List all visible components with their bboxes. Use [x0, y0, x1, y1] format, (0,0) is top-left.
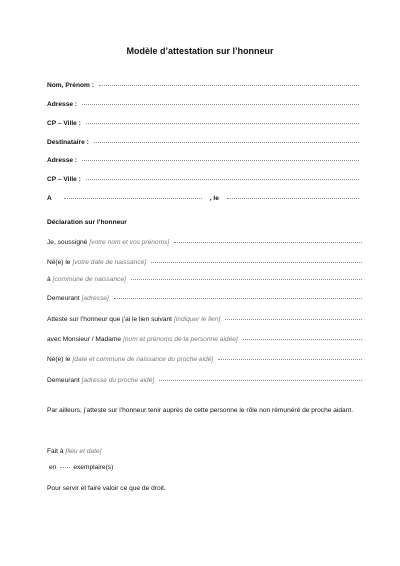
declaration-line — [47, 316, 362, 323]
fill-line-soussigne[interactable] — [174, 242, 362, 243]
fill-line-lien[interactable] — [225, 319, 362, 320]
field-lieu-date — [47, 195, 359, 202]
field-label: Nom, Prénom : — [47, 82, 94, 89]
declaration-hint: [commune de naissance] — [52, 276, 126, 283]
declaration-paragraph: Par ailleurs, j’atteste sur l’honneur tenir auprès de cette personne le rôle non rémunéré de proche aidant. — [47, 407, 354, 414]
exemplaires-line — [49, 464, 113, 471]
closing-line — [47, 485, 166, 492]
declaration-hint: [adresse du proche aidé] — [81, 377, 155, 384]
declaration-line — [47, 259, 362, 266]
declaration-line — [47, 239, 362, 246]
field-label: CP – Ville : — [47, 176, 81, 183]
fill-line-adresse-aide[interactable] — [159, 380, 362, 381]
fill-line-adresse[interactable] — [114, 298, 362, 299]
fill-line-lieu[interactable] — [64, 198, 202, 199]
fait-a-line — [47, 448, 101, 455]
declaration-text: Demeurant — [47, 295, 80, 302]
closing-text: Pour servir et faire valoir ce que de droit. — [47, 485, 166, 492]
declaration-hint: [date et commune de naissance du proche aidé] — [72, 356, 214, 363]
declaration-text: Je, soussigné — [47, 239, 88, 246]
field-label-a: A — [47, 195, 52, 202]
document-title: Modèle d’attestation sur l’honneur — [126, 46, 274, 56]
fill-line-cp-ville-2[interactable] — [86, 179, 359, 180]
fait-a-label: Fait à — [47, 448, 64, 455]
fill-line-nombre[interactable] — [60, 467, 70, 468]
declaration-line — [47, 356, 362, 363]
fill-line-personne-aidee[interactable] — [243, 339, 362, 340]
field-adresse-1 — [47, 101, 359, 108]
exemplaires-label: exemplaire(s) — [73, 464, 114, 471]
en-label: en — [49, 464, 57, 471]
fill-line-commune[interactable] — [131, 279, 362, 280]
field-cp-ville-2 — [47, 176, 359, 183]
declaration-line — [47, 377, 362, 384]
declaration-hint: [nom et prénoms de la personne aidée] — [123, 336, 238, 343]
declaration-text: à — [47, 276, 51, 283]
declaration-text: Né(e) le — [47, 259, 71, 266]
field-label: Adresse : — [47, 101, 78, 108]
fait-a-hint: [lieu et date] — [65, 448, 102, 455]
field-adresse-2 — [47, 157, 359, 164]
declaration-hint: [indiquer le lien] — [174, 316, 221, 323]
declaration-text: Né(e) le — [47, 356, 71, 363]
fill-line-adresse-2[interactable] — [82, 160, 359, 161]
declaration-line — [47, 295, 362, 302]
fill-line-naissance-aide[interactable] — [218, 359, 362, 360]
fill-line-adresse-1[interactable] — [82, 104, 359, 105]
declaration-line — [47, 276, 362, 283]
field-nom-prenom — [47, 82, 359, 89]
field-destinataire — [47, 139, 359, 146]
field-label: Adresse : — [47, 157, 78, 164]
declaration-heading: Déclaration sur l’honneur — [47, 219, 127, 226]
fill-line-cp-ville-1[interactable] — [86, 123, 359, 124]
declaration-text: Atteste sur l’honneur que j’ai le lien suivant — [47, 316, 172, 323]
field-label: Destinataire : — [47, 139, 89, 146]
fill-line-destinataire[interactable] — [94, 142, 359, 143]
declaration-line — [47, 336, 362, 343]
field-cp-ville-1 — [47, 120, 359, 127]
declaration-text: Demeurant — [47, 377, 80, 384]
declaration-hint: [adresse] — [81, 295, 109, 302]
fill-line-date[interactable] — [227, 198, 359, 199]
declaration-hint: [votre nom et vos prénoms] — [89, 239, 170, 246]
declaration-text: avec Monsieur / Madame — [47, 336, 122, 343]
fill-line-nom-prenom[interactable] — [99, 85, 359, 86]
field-label: CP – Ville : — [47, 120, 81, 127]
field-label-le: , le — [209, 195, 219, 202]
fill-line-date-naissance[interactable] — [151, 262, 362, 263]
declaration-hint: [votre date de naissance] — [72, 259, 147, 266]
